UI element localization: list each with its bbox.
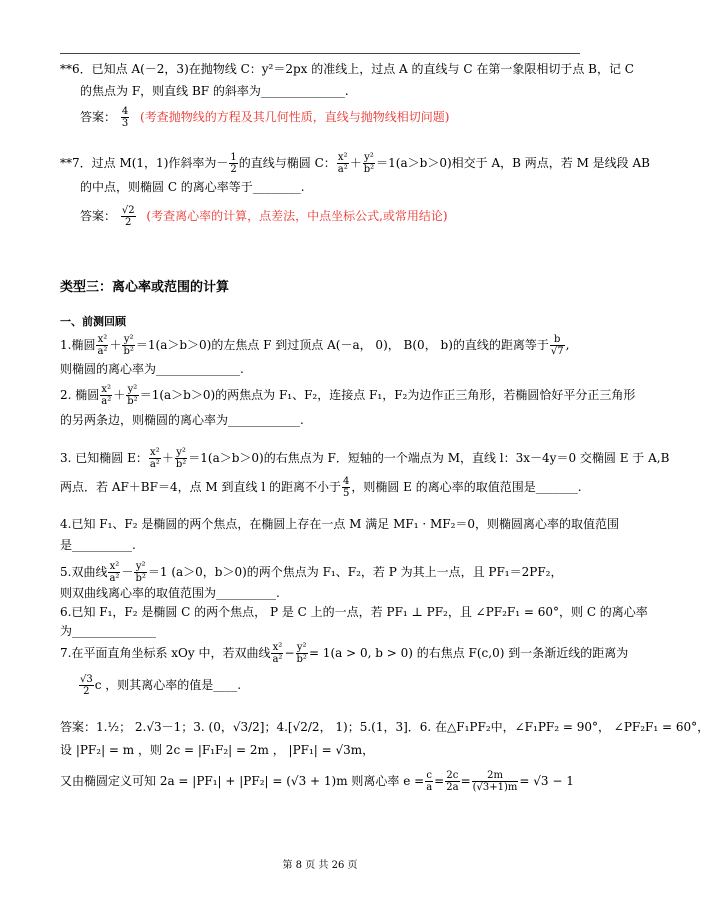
p1-line1: 1.椭圆 $\frac{\text{x²}}{\text{a²}}$ ＋ $\frac{\text{y²}}{\text{b²}}$ ＝1(a＞b＞0)的左焦点 F 到过顶点 A(－a， 0)， B(0， b)的直线的距离等于 $\frac{b}{√7}$ ,	[60, 334, 570, 357]
p3-line2: 两点．若 AF＋BF＝4，点 M 到直线 l 的距离不小于 $\frac{4}{5}$ ，则椭圆 E 的离心率的取值范围是_______.	[60, 476, 582, 499]
p7-line1: 7.在平面直角坐标系 xOy 中，若双曲线 $\frac{\text{x²}}{\text{a²}}$ − $\frac{\text{y²}}{\text{b²}}$ = 1(a > 0, b > 0) 的右焦点 F(c,0) 到一条渐近线的距离为	[60, 642, 629, 665]
q6-line1: **6．已知点 A(－2，3)在抛物线 C：y²＝2px 的准线上，过点 A 的直线与 C 在第一象限相切于点 B，记 C	[60, 62, 634, 76]
p6-line1: 6.已知 F₁，F₂ 是椭圆 C 的两个焦点， P 是 C 上的一点，若 PF₁ ⊥ PF₂，且 ∠PF₂F₁ = 60°，则 C 的离心率	[60, 605, 648, 619]
q7-answer-fraction: $\frac{√2}{2}$	[121, 205, 135, 228]
q7-line1: **7．过点 M(1，1)作斜率为－ $\frac{1}{2}$ 的直线与椭圆 C： $\frac{\text{x²}}{\text{a²}}$ ＋ $\frac{\text{y²}}{\text{b²}}$ ＝1(a＞b＞0)相交于 A，B 两点，若 M 是线段 AB	[60, 152, 650, 175]
answers-line3: 又由椭圆定义可知 2a = |PF₁| + |PF₂| = (√3 + 1)m 则离心率 e = $\frac{c}{a}$ = $\frac{2c}{2a}$ = $\frac{2m}{(√3+1)m}$ = √3 − 1	[60, 770, 574, 793]
p2-line1: 2. 椭圆 $\frac{\text{x²}}{\text{a²}}$ ＋ $\frac{\text{y²}}{\text{b²}}$ ＝1(a＞b＞0)的两焦点为 F₁、F₂，连接点 F₁，F₂为边作正三角形，若椭圆恰好平分正三角形	[60, 384, 636, 407]
p1-line2: 则椭圆的离心率为______________.	[60, 362, 244, 376]
p7-line2: $\frac{√3}{2}$ c ，则其离心率的值是____.	[80, 674, 242, 697]
p5-line1: 5.双曲线 $\frac{\text{x²}}{\text{a²}}$ － $\frac{\text{y²}}{\text{b²}}$ ＝1 (a＞0，b＞0)的两个焦点为 F₁、F₂，若 P 为其上一点，且 PF₁＝2PF₂，	[60, 561, 563, 584]
q7-note: (考查离心率的计算，点差法，中点坐标公式,或常用结论)	[146, 209, 448, 223]
q6-answer-label: 答案：	[80, 110, 117, 124]
q6-line2: 的焦点为 F，则直线 BF 的斜率为______________.	[80, 84, 349, 98]
p3-line1: 3. 已知椭圆 E： $\frac{\text{x²}}{\text{a²}}$ ＋ $\frac{\text{y²}}{\text{b²}}$ ＝1(a＞b＞0)的右焦点为 F．短轴的一个端点为 M，直线 l：3x－4y＝0 交椭圆 E 于 A,B	[60, 447, 670, 470]
q6-answer	[80, 106, 449, 129]
p2-line2: 的另两条边，则椭圆的离心率为____________.	[60, 413, 304, 427]
subsection-title: 一、前测回顾	[60, 315, 126, 328]
section-title: 类型三：离心率或范围的计算	[60, 280, 230, 295]
q7-answer	[80, 205, 448, 228]
p5-line2: 则双曲线离心率的取值范围为__________.	[60, 586, 280, 600]
q6-note: (考查抛物线的方程及其几何性质，直线与抛物线相切问题)	[140, 110, 450, 124]
p6-line2: 为______________	[60, 624, 157, 638]
header-rule	[60, 53, 580, 54]
q7-line2: 的中点，则椭圆 C 的离心率等于________.	[80, 180, 305, 194]
answers-line1: 答案：1.½； 2.√3－1；3. (0，√3/2]；4.[√2/2， 1)；5.(1，3]．6. 在△F₁PF₂中，∠F₁PF₂ = 90°， ∠PF₂F₁ = 60°，	[60, 720, 709, 734]
p4-line1: 4.已知 F₁、F₂ 是椭圆的两个焦点，在椭圆上存在一点 M 满足 MF₁ · MF₂＝0，则椭圆离心率的取值范围	[60, 517, 620, 531]
page-footer: 第 8 页 共 26 页	[282, 860, 358, 871]
answers-line2: 设 |PF₂| = m ，则 2c = |F₁F₂| = 2m ， |PF₁| = √3m，	[60, 743, 375, 757]
p4-line2: 是__________.	[60, 538, 136, 552]
q6-answer-fraction: $\frac{4}{3}$	[121, 106, 129, 129]
q7-answer-label: 答案：	[80, 209, 117, 223]
